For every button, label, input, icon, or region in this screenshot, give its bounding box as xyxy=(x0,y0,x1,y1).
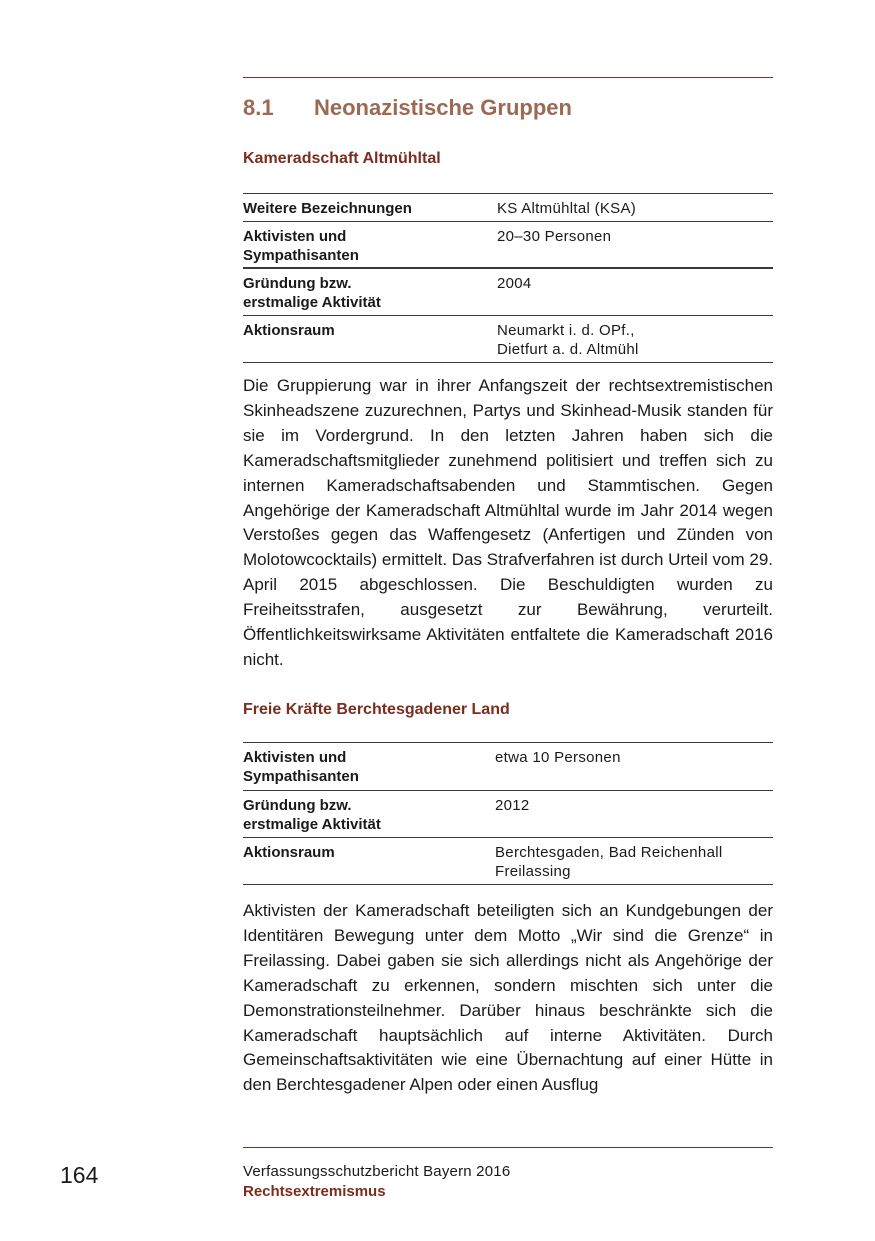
table-value: etwa 10 Personen xyxy=(495,749,621,766)
body-paragraph: Aktivisten der Kameradschaft beteiligten sich an Kundgebungen der Identitären Bewegung unter dem Motto „Wir sind die Grenze“ in Freilassing. Dabei gaben sie sich allerdings nicht als Angehörige der Kameradschaft zu erkennen, sondern mischten sich unter die Demonstrationsteilnehmer. Darüber hinaus beschränkte sich die Kameradschaft hauptsächlich auf interne Aktivitäten. Durch Gemeinschaftsaktivitäten wie eine Übernachtung auf einer Hütte in den Berchtesgadener Alpen oder einen Ausflug xyxy=(243,901,773,1095)
footer-publication: Verfassungsschutzbericht Bayern 2016 xyxy=(243,1163,511,1180)
group-info-table xyxy=(243,742,773,885)
table-value: KS Altmühltal (KSA) xyxy=(497,200,637,217)
table-value: Neumarkt i. d. OPf., Dietfurt a. d. Altmühl xyxy=(497,322,639,358)
table-row xyxy=(243,269,773,316)
table-row xyxy=(243,838,773,885)
top-rule xyxy=(243,77,773,78)
table-value: 20–30 Personen xyxy=(497,228,612,245)
table-value: 2012 xyxy=(495,797,530,814)
footer-rule xyxy=(243,1147,773,1148)
table-value: 2004 xyxy=(497,275,532,292)
table-row xyxy=(243,791,773,838)
table-row xyxy=(243,193,773,222)
table-key: Aktivisten und Sympathisanten xyxy=(243,228,359,264)
group-info-table xyxy=(243,193,773,363)
table-value: Berchtesgaden, Bad Reichenhall Freilassing xyxy=(495,844,723,880)
section-title: Neonazistische Gruppen xyxy=(314,95,572,120)
footer-chapter: Rechtsextremismus xyxy=(243,1183,386,1200)
group-heading: Kameradschaft Altmühltal xyxy=(243,150,441,167)
body-paragraph: Die Gruppierung war in ihrer Anfangszeit der rechtsextremistischen Skinheadszene zuzurechnen, Partys und Skinhead-Musik standen für sie im Vordergrund. In den letzten Jahren haben sich die Kameradschaftsmitglieder zunehmend politisiert und treffen sich zu internen Kameradschaftsabenden und Stammtischen. Gegen Angehörige der Kameradschaft Altmühltal wurde im Jahr 2014 wegen Verstoßes gegen das Waffengesetz (Anfertigen und Zünden von Molotowcocktails) ermittelt. Das Strafverfahren ist durch Urteil vom 29. April 2015 abgeschlossen. Die Beschuldigten wurden zu Freiheitsstrafen, ausgesetzt zur Bewährung, verurteilt. Öffentlichkeitswirksame Aktivitäten entfaltete die Kameradschaft 2016 nicht. xyxy=(243,376,774,669)
table-key: Aktionsraum xyxy=(243,322,335,339)
table-row xyxy=(243,316,773,363)
table-row xyxy=(243,222,773,269)
table-key: Weitere Bezeichnungen xyxy=(243,200,412,217)
table-key: Gründung bzw. erstmalige Aktivität xyxy=(243,797,381,833)
table-key: Aktivisten und Sympathisanten xyxy=(243,749,359,785)
section-heading xyxy=(243,93,773,127)
page-number: 164 xyxy=(60,1162,99,1188)
table-row xyxy=(243,742,773,791)
table-key: Gründung bzw. erstmalige Aktivität xyxy=(243,275,381,311)
group-heading: Freie Kräfte Berchtesgadener Land xyxy=(243,701,510,718)
section-number: 8.1 xyxy=(243,95,274,120)
table-key: Aktionsraum xyxy=(243,844,335,861)
